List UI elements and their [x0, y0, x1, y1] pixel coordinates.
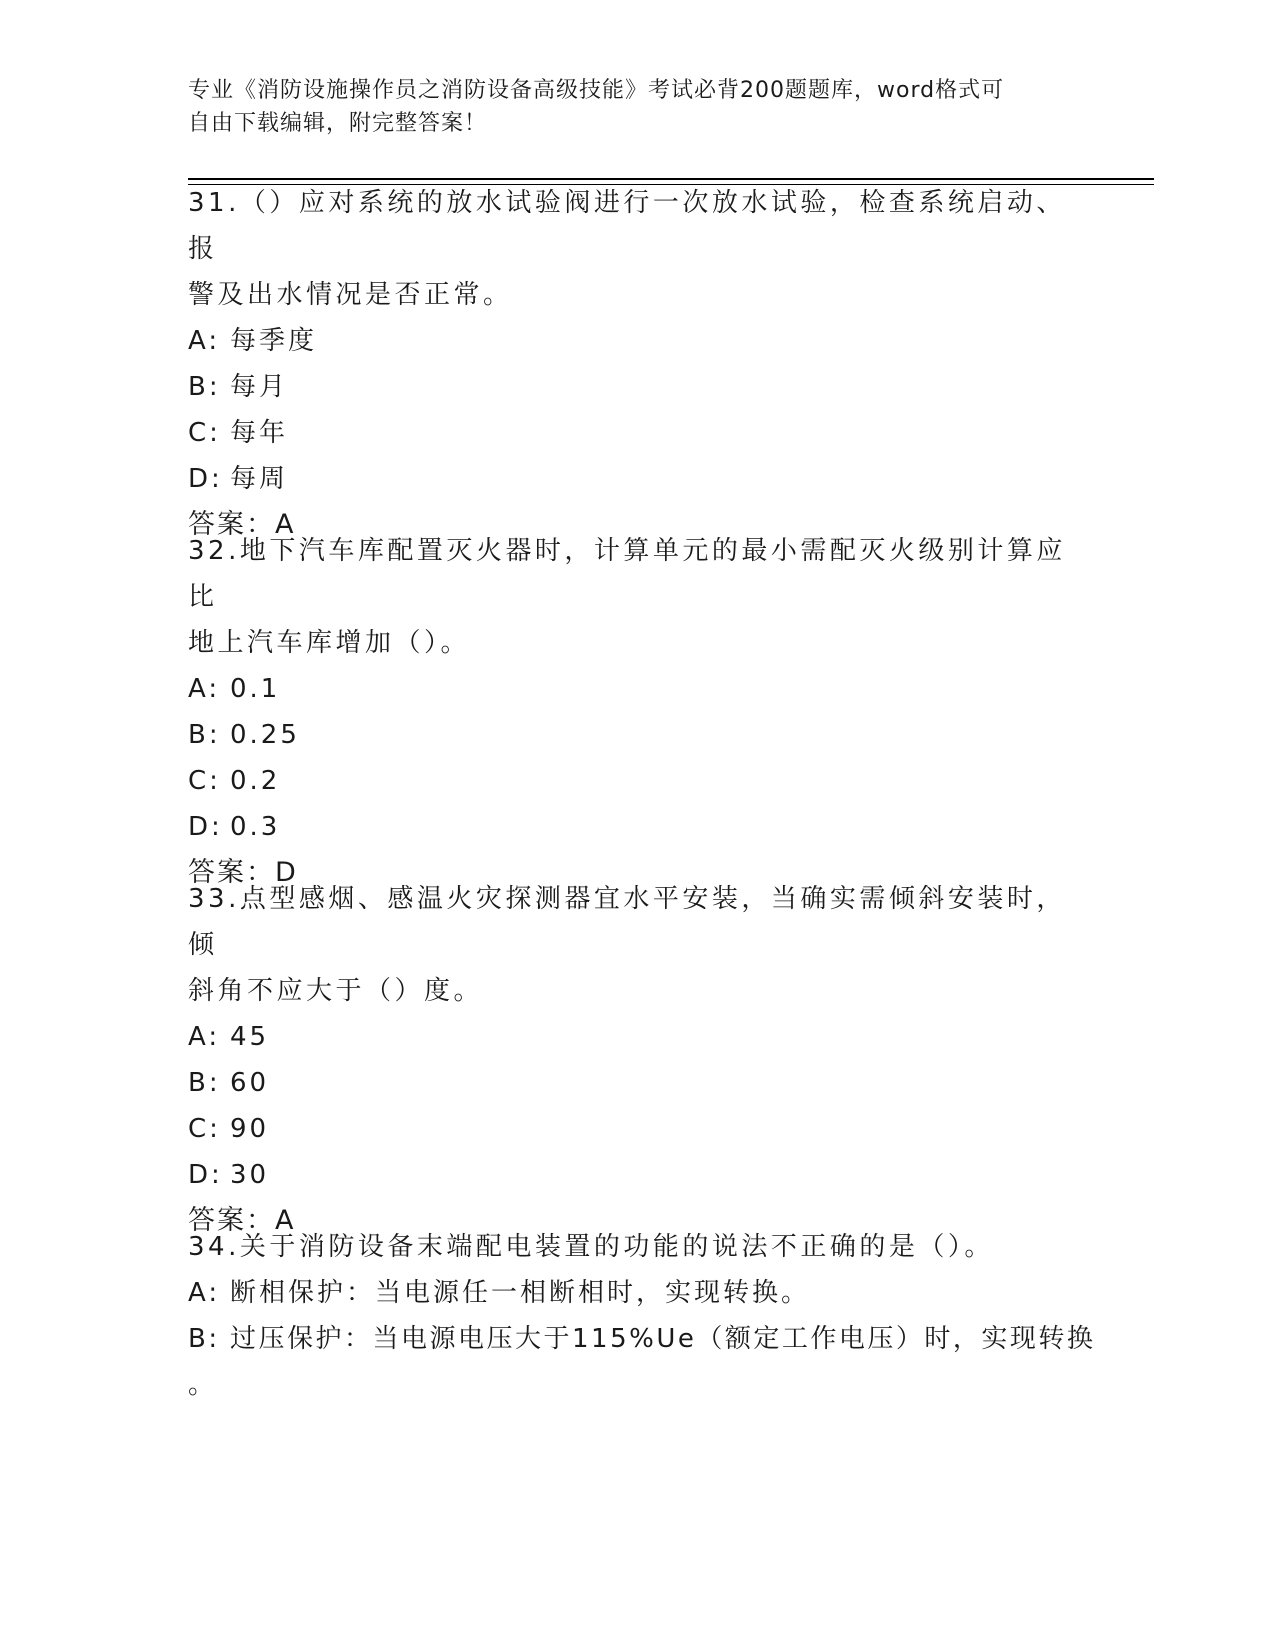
option-text: 断相保护：当电源任一相断相时，实现转换。 [230, 1278, 811, 1308]
option-letter: D: [188, 464, 223, 494]
option-b [188, 364, 1088, 410]
question-text-line: 31.（）应对系统的放水试验阀进行一次放水试验，检查系统启动、报 [188, 188, 1066, 264]
question-33 [188, 876, 1088, 1244]
question-text [188, 180, 1088, 318]
option-c [188, 1106, 1088, 1152]
question-34 [188, 1224, 1096, 1408]
option-text: 60 [230, 1068, 270, 1098]
question-32 [188, 528, 1088, 896]
option-letter: B: [188, 720, 221, 750]
option-b [188, 1060, 1088, 1106]
question-text-line: 斜角不应大于（）度。 [188, 976, 484, 1006]
option-continuation: 。 [188, 1370, 218, 1400]
option-text: 45 [230, 1022, 270, 1052]
question-text-line: 34.关于消防设备末端配电装置的功能的说法不正确的是（）。 [188, 1232, 994, 1262]
question-text [188, 876, 1088, 1014]
answer: 答案：A [188, 1205, 296, 1236]
option-letter: D: [188, 812, 223, 842]
question-text-line: 33.点型感烟、感温火灾探测器宜水平安装，当确实需倾斜安装时，倾 [188, 884, 1066, 960]
option-text: 每年 [230, 418, 289, 448]
option-a [188, 1014, 1088, 1060]
option-text: 30 [230, 1160, 270, 1190]
option-text: 90 [230, 1114, 270, 1144]
option-text: 0.3 [230, 812, 281, 842]
document-header [188, 74, 1088, 140]
option-text: 每周 [230, 464, 289, 494]
answer: 答案：D [188, 857, 298, 888]
option-text: 每月 [230, 372, 289, 402]
option-letter: D: [188, 1160, 223, 1190]
option-letter: C: [188, 418, 221, 448]
option-text: 每季度 [230, 326, 318, 356]
option-text: 过压保护：当电源电压大于115%Ue（额定工作电压）时，实现转换 [230, 1324, 1096, 1354]
question-text [188, 1224, 1088, 1270]
header-line-1: 专业《消防设施操作员之消防设备高级技能》考试必背200题题库，word格式可 [188, 78, 1005, 103]
answer: 答案：A [188, 509, 296, 540]
option-d [188, 456, 1088, 502]
option-b [188, 1316, 1096, 1362]
option-letter: B: [188, 1068, 221, 1098]
option-letter: A: [188, 326, 221, 356]
option-d [188, 804, 1088, 850]
option-a [188, 666, 1088, 712]
option-text: 0.1 [230, 674, 281, 704]
option-letter: B: [188, 372, 221, 402]
question-31 [188, 180, 1088, 548]
option-letter: B: [188, 1324, 220, 1354]
question-text-line: 32.地下汽车库配置灭火器时，计算单元的最小需配灭火级别计算应比 [188, 536, 1066, 612]
option-c [188, 410, 1088, 456]
option-letter: C: [188, 766, 221, 796]
option-letter: C: [188, 1114, 221, 1144]
header-line-2: 自由下载编辑，附完整答案！ [188, 111, 488, 136]
option-text: 0.25 [230, 720, 300, 750]
option-a [188, 1270, 1088, 1316]
option-c [188, 758, 1088, 804]
question-text-line: 地上汽车库增加（）。 [188, 628, 471, 658]
option-d [188, 1152, 1088, 1198]
option-letter: A: [188, 1278, 221, 1308]
option-a [188, 318, 1088, 364]
question-text-line: 警及出水情况是否正常。 [188, 280, 513, 310]
option-letter: A: [188, 1022, 221, 1052]
option-letter: A: [188, 674, 221, 704]
question-text [188, 528, 1088, 666]
option-b [188, 712, 1088, 758]
option-text: 0.2 [230, 766, 281, 796]
